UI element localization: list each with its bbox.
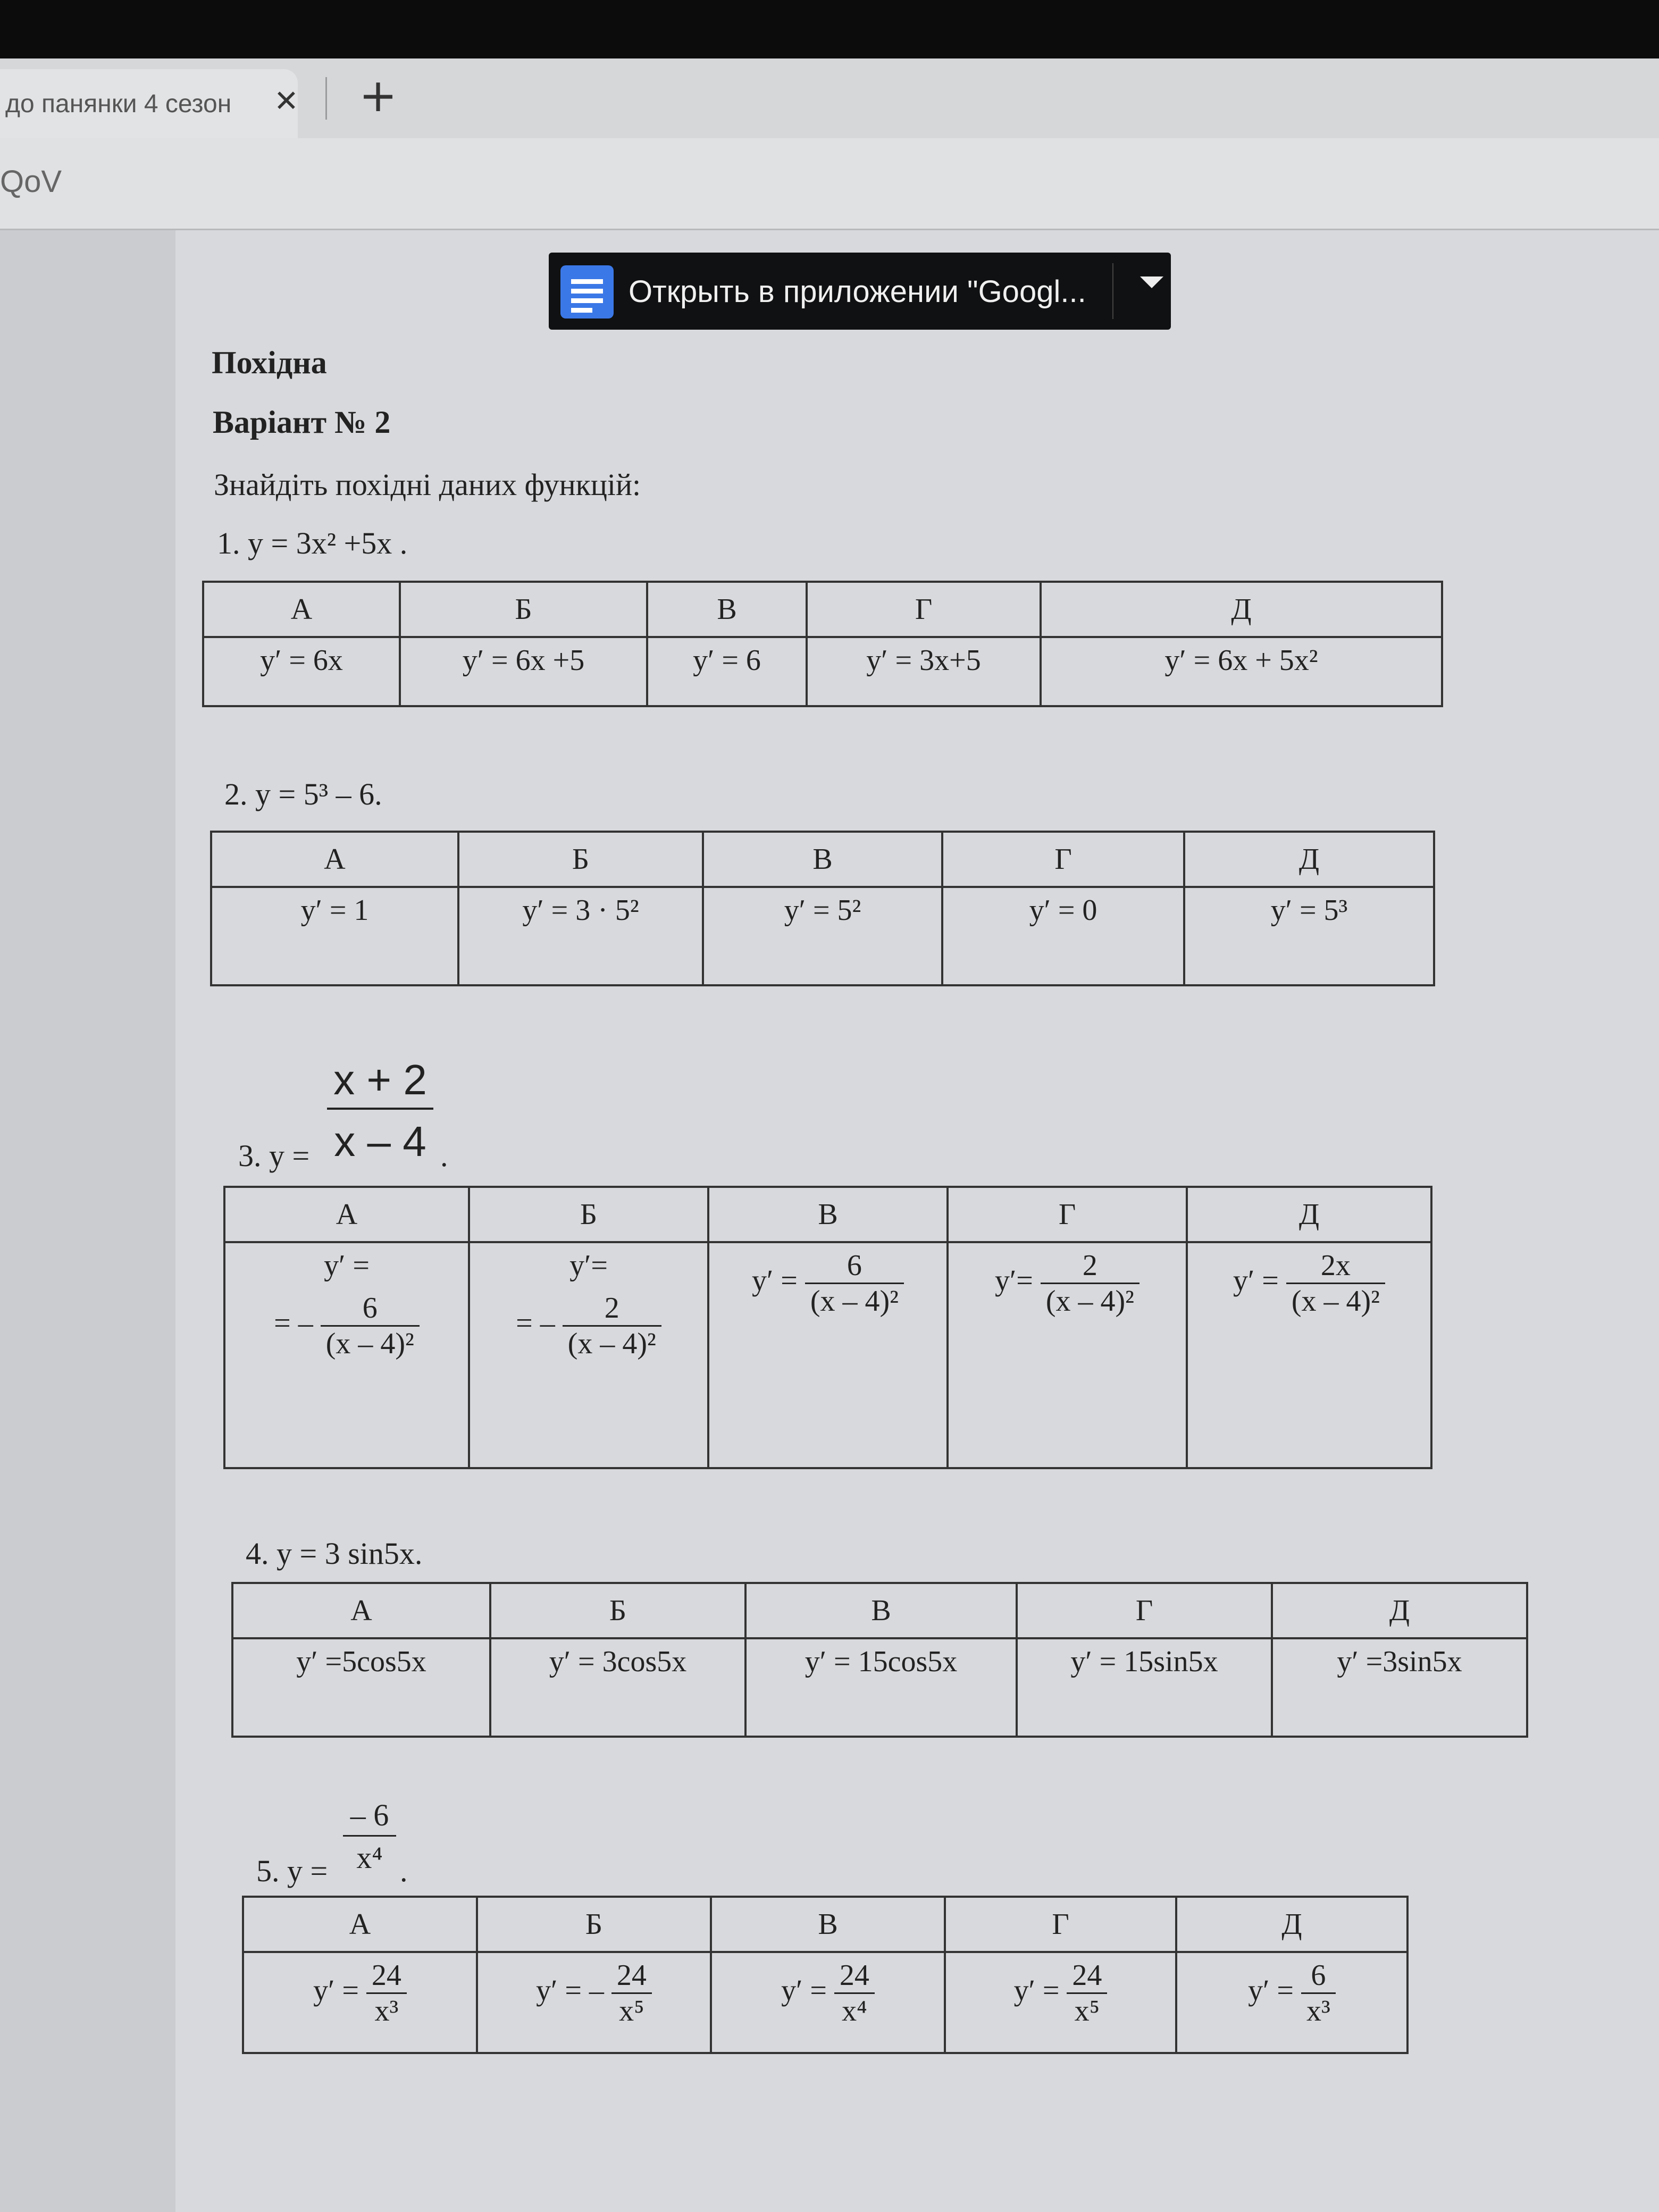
- screen-top-bezel: [0, 0, 1659, 58]
- fraction-denominator: x⁴: [834, 1992, 875, 2028]
- fraction-numerator: 24: [371, 1959, 401, 1992]
- answer-text: y′ =3sin5x: [1337, 1645, 1462, 1678]
- header-b: Б: [458, 832, 703, 887]
- open-in-app-button[interactable]: [549, 253, 1171, 330]
- fraction-bar: [327, 1108, 433, 1110]
- answer-lead: y′ =: [781, 1974, 827, 2007]
- question-4-answers: [231, 1582, 1528, 1738]
- answer-text: y′ = 6x +5: [462, 644, 585, 677]
- answer-lead: y′ = –: [536, 1974, 604, 2007]
- answer-cell[interactable]: [490, 1638, 745, 1737]
- answer-fraction: [805, 1249, 904, 1318]
- answer-cell[interactable]: [1272, 1638, 1527, 1737]
- fraction-numerator: 24: [1072, 1959, 1102, 1992]
- fraction-numerator: 2x: [1320, 1249, 1351, 1282]
- header-a: А: [203, 582, 400, 637]
- answer-lead: y′ =: [324, 1249, 370, 1282]
- answer-fraction: [1301, 1958, 1336, 2028]
- fraction-denominator: (x – 4)²: [1286, 1283, 1385, 1318]
- question-5-fraction: [343, 1797, 396, 1875]
- answer-text: y′ = 5³: [1270, 894, 1348, 927]
- browser-tab[interactable]: [0, 69, 298, 138]
- answer-lead: y′ =: [1248, 1974, 1294, 2007]
- answer-fraction: [834, 1958, 875, 2028]
- header-b: Б: [400, 582, 647, 637]
- fraction-numerator: 2: [604, 1292, 619, 1325]
- fraction-denominator: x⁴: [356, 1840, 383, 1875]
- answer-text: y′ = 15cos5x: [805, 1645, 958, 1678]
- chevron-down-icon[interactable]: [1140, 276, 1163, 288]
- question-3-fraction: [327, 1055, 433, 1166]
- answer-cell[interactable]: [243, 1952, 477, 2053]
- answer-lead: y′=: [995, 1264, 1033, 1297]
- header-d: Д: [1176, 1897, 1407, 1952]
- header-v: В: [708, 1187, 948, 1242]
- fraction-bar: [343, 1835, 396, 1837]
- answer-cell[interactable]: [458, 887, 703, 985]
- fraction-numerator: – 6: [350, 1798, 389, 1832]
- answer-fraction: [1286, 1249, 1385, 1318]
- answer-text: y′ =5cos5x: [296, 1645, 426, 1678]
- fraction-denominator: x – 4: [334, 1118, 426, 1165]
- header-v: В: [703, 832, 942, 887]
- question-2-answers: [210, 831, 1435, 986]
- answer-lead: y′ =: [1013, 1974, 1060, 2007]
- tab-strip: [0, 58, 1659, 138]
- answer-cell[interactable]: [708, 1242, 948, 1468]
- question-3-suffix: .: [440, 1138, 448, 1173]
- variant-heading: Варіант № 2: [213, 405, 391, 440]
- answer-cell[interactable]: [647, 637, 807, 706]
- header-b: Б: [469, 1187, 708, 1242]
- answer-text: y′ = 3 · 5²: [522, 894, 639, 927]
- header-d: Д: [1041, 582, 1442, 637]
- fraction-numerator: 6: [847, 1249, 862, 1282]
- header-b: Б: [477, 1897, 711, 1952]
- fraction-denominator: x³: [1301, 1992, 1336, 2028]
- answer-cell[interactable]: [1184, 887, 1434, 985]
- answer-cell[interactable]: [942, 887, 1184, 985]
- instruction-text: Знайдіть похідні даних функцій:: [214, 467, 641, 502]
- address-text: QoV: [0, 164, 62, 199]
- header-a: А: [224, 1187, 469, 1242]
- answer-cell[interactable]: [224, 1242, 469, 1468]
- header-g: Г: [807, 582, 1041, 637]
- open-in-app-separator: [1112, 263, 1113, 319]
- answer-lead: y′ =: [313, 1974, 359, 2007]
- header-d: Д: [1272, 1583, 1527, 1638]
- answer-text: y′ = 6x: [260, 644, 343, 677]
- answer-lead: y′ =: [1233, 1264, 1279, 1297]
- answer-text: y′ = 6x + 5x²: [1164, 644, 1318, 677]
- answer-fraction: [563, 1291, 661, 1361]
- header-g: Г: [1017, 1583, 1272, 1638]
- fraction-denominator: (x – 4)²: [805, 1283, 904, 1318]
- answer-cell[interactable]: [1017, 1638, 1272, 1737]
- address-bar[interactable]: [0, 138, 1659, 230]
- answer-cell[interactable]: [945, 1952, 1176, 2053]
- answer-cell[interactable]: [203, 637, 400, 706]
- answer-text: y′ = 15sin5x: [1070, 1645, 1218, 1678]
- header-v: В: [745, 1583, 1017, 1638]
- question-4-label: 4. y = 3 sin5x.: [246, 1536, 423, 1571]
- header-g: Г: [942, 832, 1184, 887]
- answer-text: y′ = 3x+5: [866, 644, 981, 677]
- fraction-denominator: (x – 4)²: [563, 1325, 661, 1361]
- question-1-label: 1. y = 3x² +5x .: [217, 526, 408, 560]
- new-tab-icon[interactable]: +: [359, 69, 398, 122]
- fraction-numerator: 6: [362, 1292, 378, 1325]
- question-5-answers: [242, 1896, 1409, 2054]
- fraction-denominator: (x – 4)²: [1041, 1283, 1139, 1318]
- answer-cell[interactable]: [232, 1638, 490, 1737]
- answer-cell[interactable]: [807, 637, 1041, 706]
- fraction-denominator: x³: [366, 1992, 407, 2028]
- answer-fraction: [366, 1958, 407, 2028]
- header-g: Г: [948, 1187, 1187, 1242]
- fraction-numerator: 6: [1311, 1959, 1326, 1992]
- question-3-answers: [223, 1186, 1432, 1469]
- document-title: Похідна: [212, 345, 327, 380]
- answer-fraction: [321, 1291, 420, 1361]
- answer-cell[interactable]: [1041, 637, 1442, 706]
- question-2-label: 2. y = 5³ – 6.: [224, 777, 382, 811]
- answer-text: y′ = 6: [693, 644, 761, 677]
- answer-fraction: [1067, 1958, 1107, 2028]
- question-3-prefix: 3. y =: [238, 1138, 310, 1173]
- answer-text: y′ = 0: [1029, 894, 1097, 927]
- header-a: А: [211, 832, 458, 887]
- answer-text: y′ = 5²: [784, 894, 861, 927]
- answer-cell[interactable]: [745, 1638, 1017, 1737]
- answer-cell[interactable]: [469, 1242, 708, 1468]
- answer-cell[interactable]: [211, 887, 458, 985]
- answer-cell[interactable]: [948, 1242, 1187, 1468]
- answer-lead: y′=: [569, 1249, 608, 1282]
- answer-fraction: [611, 1958, 652, 2028]
- header-v: В: [647, 582, 807, 637]
- header-d: Д: [1187, 1187, 1431, 1242]
- answer-cell[interactable]: [703, 887, 942, 985]
- header-d: Д: [1184, 832, 1434, 887]
- fraction-numerator: 24: [616, 1959, 647, 1992]
- answer-cell[interactable]: [711, 1952, 945, 2053]
- question-5-suffix: .: [400, 1854, 408, 1888]
- fraction-denominator: (x – 4)²: [321, 1325, 420, 1361]
- open-in-app-label: Открыть в приложении "Googl...: [629, 274, 1086, 309]
- answer-cell[interactable]: [400, 637, 647, 706]
- fraction-numerator: 2: [1082, 1249, 1097, 1282]
- tab-separator: [325, 77, 327, 120]
- answer-text: y′ = 1: [300, 894, 369, 927]
- fraction-denominator: x⁵: [611, 1992, 652, 2028]
- google-docs-icon: [560, 265, 614, 319]
- answer-cell[interactable]: [477, 1952, 711, 2053]
- tab-title: до панянки 4 сезон: [5, 90, 232, 118]
- header-g: Г: [945, 1897, 1176, 1952]
- fraction-numerator: x + 2: [333, 1056, 427, 1103]
- question-1-answers: [202, 581, 1443, 707]
- header-a: А: [243, 1897, 477, 1952]
- fraction-numerator: 24: [839, 1959, 869, 1992]
- answer-sign: = –: [516, 1306, 555, 1340]
- header-v: В: [711, 1897, 945, 1952]
- header-a: А: [232, 1583, 490, 1638]
- answer-cell[interactable]: [1187, 1242, 1431, 1468]
- header-b: Б: [490, 1583, 745, 1638]
- answer-cell[interactable]: [1176, 1952, 1407, 2053]
- question-5-prefix: 5. y =: [256, 1854, 328, 1888]
- close-tab-icon[interactable]: ✕: [274, 84, 299, 119]
- answer-text: y′ = 3cos5x: [549, 1645, 687, 1678]
- answer-fraction: [1041, 1249, 1139, 1318]
- answer-sign: = –: [274, 1306, 313, 1340]
- fraction-denominator: x⁵: [1067, 1992, 1107, 2028]
- answer-lead: y′ =: [752, 1264, 798, 1297]
